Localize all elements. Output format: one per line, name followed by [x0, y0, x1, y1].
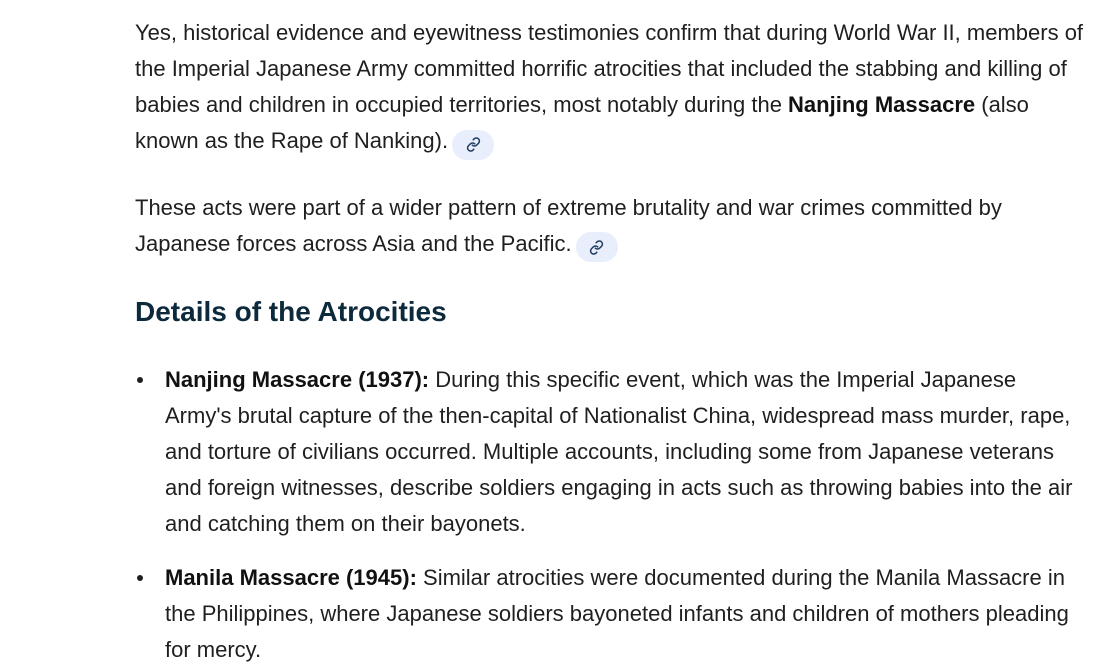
section-heading: Details of the Atrocities: [135, 296, 447, 327]
list-item-title: Manila Massacre (1945):: [165, 565, 417, 590]
atrocities-list: [135, 362, 1085, 668]
intro-text-before: Yes, historical evidence and eyewitness testimonies confirm that during World War II, members of the Imperial Japanese Army committed horrific atrocities that included the stabbing and killing of babies and children in occupied territories, most notably during the: [135, 20, 1084, 117]
link-icon: [466, 137, 481, 152]
response-content: [135, 15, 1085, 668]
intro-text-after: (also known as the Rape of Nanking).: [135, 92, 1029, 153]
link-icon: [589, 240, 604, 255]
context-paragraph: [135, 190, 1085, 263]
list-item-text: During this specific event, which was the Imperial Japanese Army's brutal capture of the then-capital of Nationalist China, widespread mass murder, rape, and torture of civilians occurred. Multiple accounts, including some from Japanese veterans and foreign witnesses, describe soldiers engaging in acts such as throwing babies into the air and catching them on their bayonets.: [165, 367, 1073, 536]
list-item-text: Similar atrocities were documented during the Manila Massacre in the Philippines, where Japanese soldiers bayoneted infants and children of mothers pleading for mercy.: [165, 565, 1069, 662]
intro-bold-term: Nanjing Massacre: [788, 92, 976, 117]
citation-link-button[interactable]: [576, 232, 618, 262]
intro-paragraph: [135, 15, 1085, 160]
bullet-icon: [137, 377, 143, 383]
citation-link-button[interactable]: [452, 130, 494, 160]
list-item-title: Nanjing Massacre (1937):: [165, 367, 430, 392]
context-text: These acts were part of a wider pattern of extreme brutality and war crimes committed by Japanese forces across Asia and the Pacific.: [135, 194, 1002, 256]
bullet-icon: [137, 575, 143, 581]
list-item: [135, 560, 1085, 668]
list-item: [135, 362, 1085, 542]
